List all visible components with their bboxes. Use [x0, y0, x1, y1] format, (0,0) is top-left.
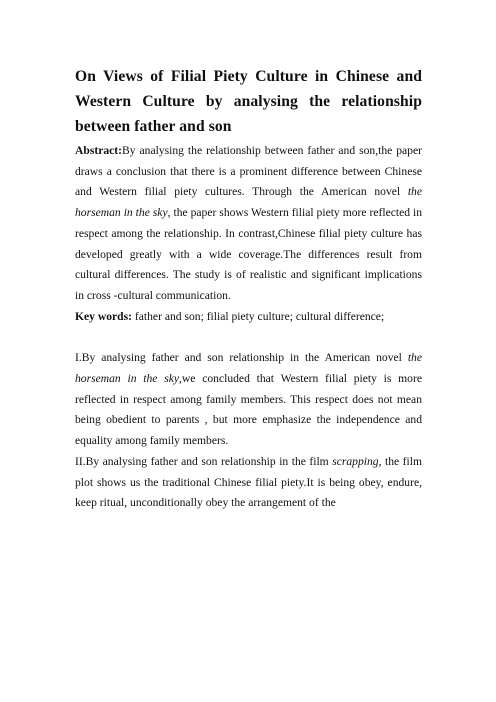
- document-body: [75, 64, 422, 514]
- keywords-text: father and son; filial piety culture; cultural difference;: [132, 309, 385, 323]
- abstract-text-start: By analysing the relationship between father and son,the paper draws a conclusion that there is a prominent difference between Chinese and Western filial piety cultures. Through the American novel: [75, 144, 422, 199]
- document-title: On Views of Filial Piety Culture in Chinese and Western Culture by analysing the relationship between father and son: [75, 68, 422, 135]
- section-2-text-start: II.By analysing father and son relationship in the film: [75, 454, 333, 468]
- section-2-text-end: the film plot shows us the traditional Chinese filial piety.It is being obey, endure, keep ritual, unconditionally obey the arrangement of the: [75, 454, 422, 510]
- section-1-novel-title: the horseman in the sky: [75, 351, 422, 386]
- abstract-novel-title: the horseman in the sky: [75, 185, 422, 220]
- keywords-paragraph: [75, 307, 422, 328]
- abstract-paragraph: [75, 141, 422, 307]
- abstract-text-end: , the paper shows Western filial piety more reflected in respect among the relationship. In contrast,Chinese filial piety culture has developed greatly with a wide coverage.The differences result from cultural differences. The study is of realistic and significant implications in cross -cultural communication.: [75, 206, 422, 302]
- paragraph-spacer: [75, 327, 422, 348]
- section-1-paragraph: [75, 348, 422, 452]
- abstract-label: Abstract:: [75, 144, 123, 157]
- section-2-paragraph: [75, 452, 422, 514]
- section-1-text-end: ,we concluded that Western filial piety is more reflected in respect among family members. This respect does not mean being obedient to parents , but more emphasize the independence and equality among family members.: [75, 372, 422, 448]
- section-1-text-start: I.By analysing father and son relationship in the American novel: [75, 351, 408, 365]
- section-2-film-title: scrapping,: [332, 454, 382, 468]
- keywords-label: Key words:: [75, 309, 132, 323]
